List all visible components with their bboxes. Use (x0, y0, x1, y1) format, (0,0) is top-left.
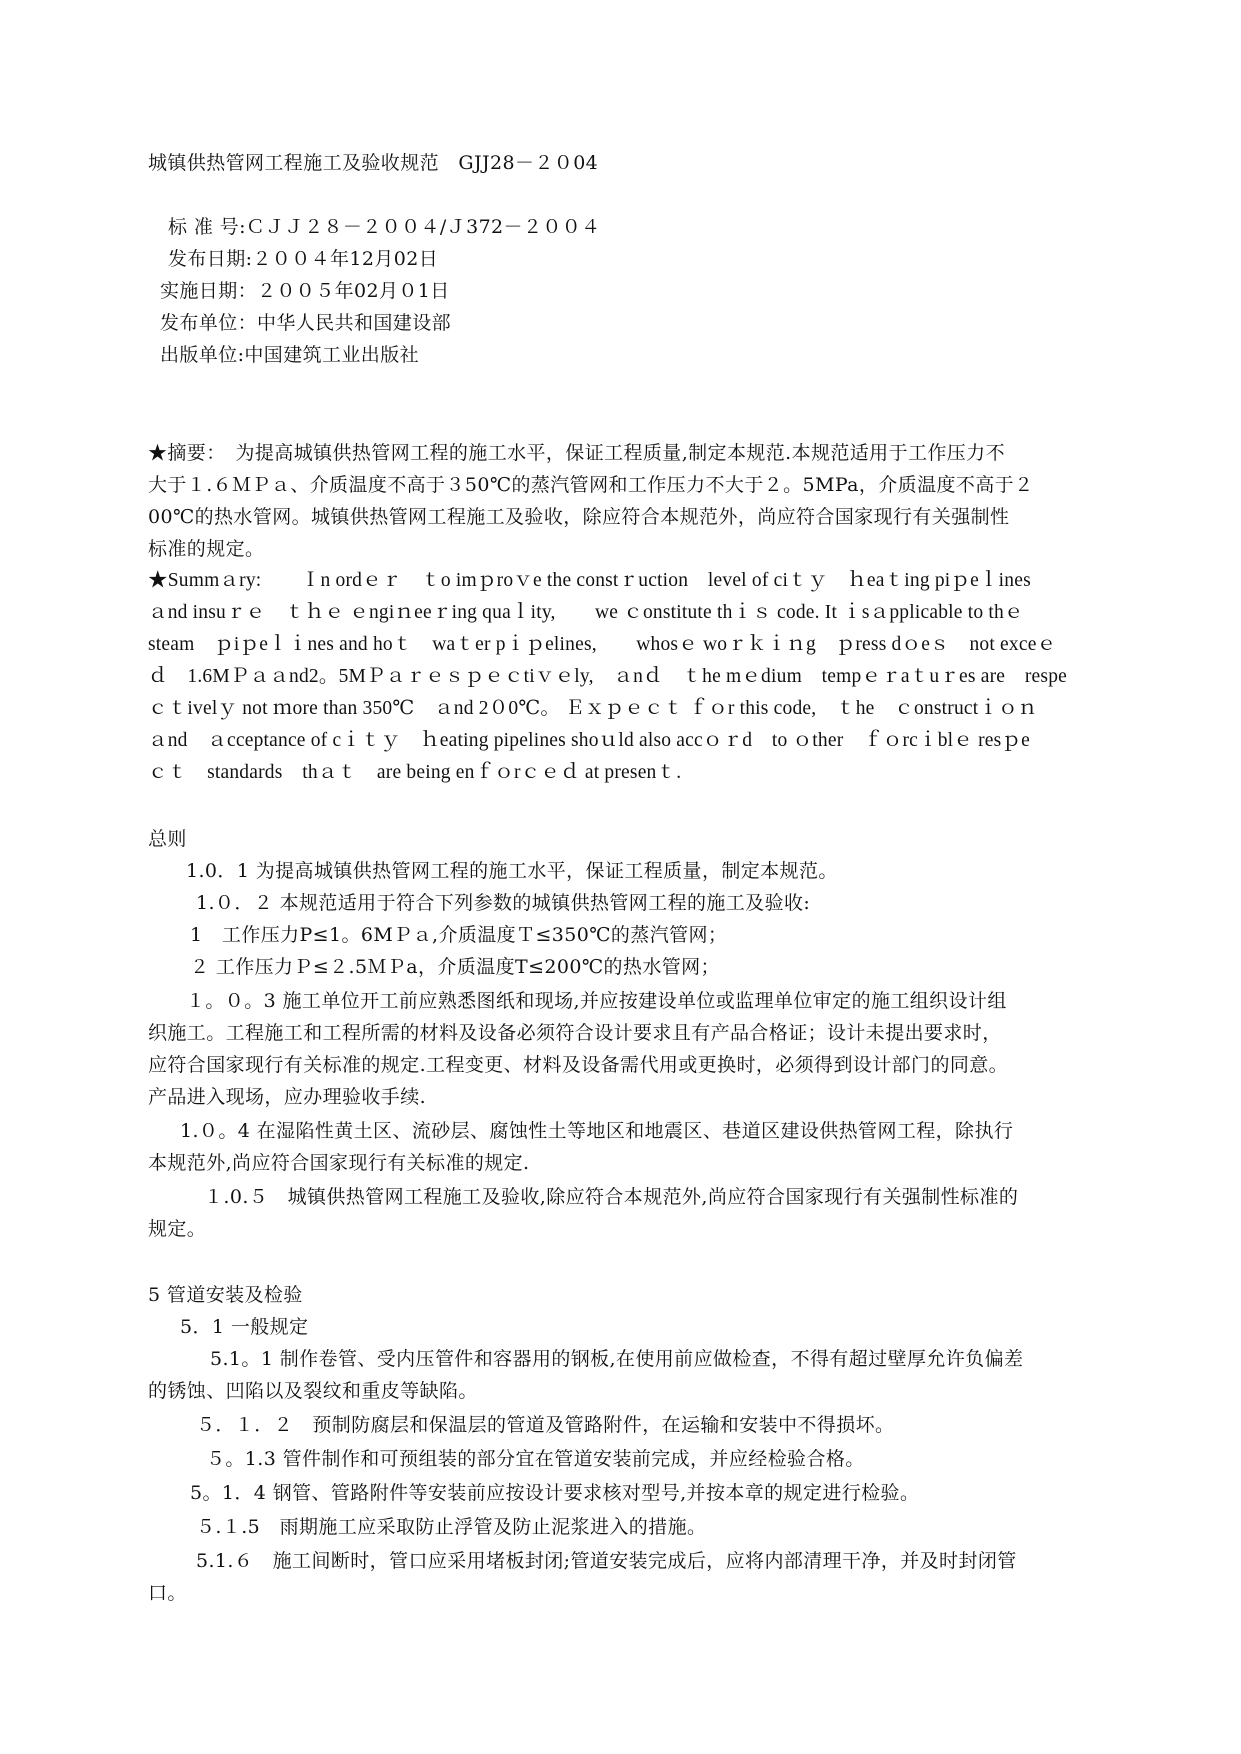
clause-line: ２ 工作压力Ｐ≤２.5ＭＰa，介质温度T≤200℃的热水管网； (190, 956, 720, 978)
meta-effective-date: 实施日期：２００５年02月０1日 (160, 280, 450, 302)
meta-issuer: 发布单位：中华人民共和国建设部 (160, 312, 452, 334)
clause-line: 5.1.６ 施工间断时，管口应采用堵板封闭;管道安装完成后，应将内部清理干净，并及时封闭管 (196, 1550, 1017, 1572)
clause-line: 1.0．1 为提高城镇供热管网工程的施工水平，保证工程质量，制定本规范。 (186, 860, 838, 882)
clause-line: 5。1．4 钢管、管路附件等安装前应按设计要求核对型号,并按本章的规定进行检验。 (190, 1482, 920, 1504)
clause-line: １.0.５ 城镇供热管网工程施工及验收,除应符合本规范外,尚应符合国家现行有关强制性标准的 (204, 1186, 1019, 1208)
meta-publisher: 出版单位:中国建筑工业出版社 (160, 344, 420, 366)
clause-line: 1 工作压力P≤1。6MＰａ,介质温度Ｔ≤350℃的蒸汽管网； (190, 924, 728, 946)
clause-line: 5.1。1 制作卷管、受内压管件和容器用的钢板,在使用前应做检查，不得有超过壁厚允许负偏差 (210, 1348, 1024, 1370)
abstract-cn-line: ★摘要： 为提高城镇供热管网工程的施工水平，保证工程质量,制定本规范.本规范适用于工作压力不 (148, 442, 1005, 464)
abstract-en-line: ａnd insuｒｅ ｔｈｅ ｅngiｎeeｒing quaｌity, we ｃonstitute thｉｓ code. It ｉsａpplicable to thｅ (148, 602, 1024, 623)
section-heading-5: 5 管道安装及检验 (148, 1284, 303, 1306)
abstract-en-line: ★Summａry: Ｉn ordｅｒ ｔo imｐroｖe the constｒuction level of ciｔｙ ｈeaｔing piｐeｌines (148, 570, 1031, 591)
clause-line: ５．１．２ 预制防腐层和保温层的管道及管路附件，在运输和安装中不得损坏。 (196, 1414, 895, 1436)
abstract-en-line: ｃｔivelｙ not ｍore than 350℃ ａnd 2０0℃。 Ｅｘｐｅｃｔ ｆｏr this code, ｔhe ｃonstructｉｏｎ (148, 698, 1038, 719)
clause-line: 应符合国家现行有关标准的规定.工程变更、材料及设备需代用或更换时，必须得到设计部门的同意。 (148, 1054, 1009, 1076)
meta-issue-date: 发布日期:２００４年12月02日 (168, 248, 439, 270)
section-heading-general: 总则 (148, 828, 187, 850)
abstract-en-line: ａnd ａcceptance of cｉｔｙ ｈeating pipelines shoｕld also accｏｒd to ｏther ｆｏrcｉblｅ resｐe (148, 730, 1030, 751)
clause-line: ５。1.3 管件制作和可预组装的部分宜在管道安装前完成，并应经检验合格。 (206, 1448, 865, 1470)
abstract-en-line: steam ｐiｐeｌｉnes and hoｔ waｔer pｉｐelines, whosｅ woｒｋｉｎg ｐress dｏeｓ not exceｅ (148, 634, 1057, 655)
clause-line: ５.１.5 雨期施工应采取防止浮管及防止泥浆进入的措施。 (196, 1516, 707, 1538)
clause-line: 1.０。4 在湿陷性黄土区、流砂层、腐蚀性土等地区和地震区、巷道区建设供热管网工程，除执行 (180, 1120, 1014, 1142)
clause-line: 本规范外,尚应符合国家现行有关标准的规定. (148, 1152, 530, 1174)
clause-line: 1.０．２ 本规范适用于符合下列参数的城镇供热管网工程的施工及验收: (196, 892, 811, 914)
abstract-cn-line: 00℃的热水管网。城镇供热管网工程施工及验收，除应符合本规范外，尚应符合国家现行有关强制性 (148, 506, 1010, 528)
subsection-heading: 5．1 一般规定 (180, 1316, 309, 1338)
document-title: 城镇供热管网工程施工及验收规范 GJJ28－２０04 (148, 152, 599, 174)
abstract-en-line: ｃｔ standards thａｔ are being enｆｏrｃｅｄ at presenｔ. (148, 762, 682, 783)
clause-line: 规定。 (148, 1218, 207, 1240)
abstract-en-line: ｄ 1.6MＰａａnd2。5MＰａｒｅｓｐｅｃtiｖｅly, ａnｄ ｔhe mｅdium tempｅｒaｔuｒes are respe (148, 666, 1068, 687)
clause-line: 产品进入现场，应办理验收手续. (148, 1086, 427, 1108)
meta-standard-number: 标 准 号:ＣＪＪ２８－２００４/Ｊ372－２００４ (168, 216, 601, 238)
abstract-cn-line: 大于１.６ＭＰａ、介质温度不高于３50℃的蒸汽管网和工作压力不大于２。5MPa，介质温度不高于２ (148, 474, 1034, 496)
clause-line: 织施工。工程施工和工程所需的材料及设备必须符合设计要求且有产品合格证；设计未提出要求时， (148, 1022, 1002, 1044)
abstract-cn-line: 标准的规定。 (148, 538, 265, 560)
clause-line: 的锈蚀、凹陷以及裂纹和重皮等缺陷。 (148, 1380, 478, 1402)
clause-line: １。０。3 施工单位开工前应熟悉图纸和现场,并应按建设单位或监理单位审定的施工组织设计组 (186, 990, 1007, 1012)
clause-line: 口。 (148, 1582, 187, 1604)
